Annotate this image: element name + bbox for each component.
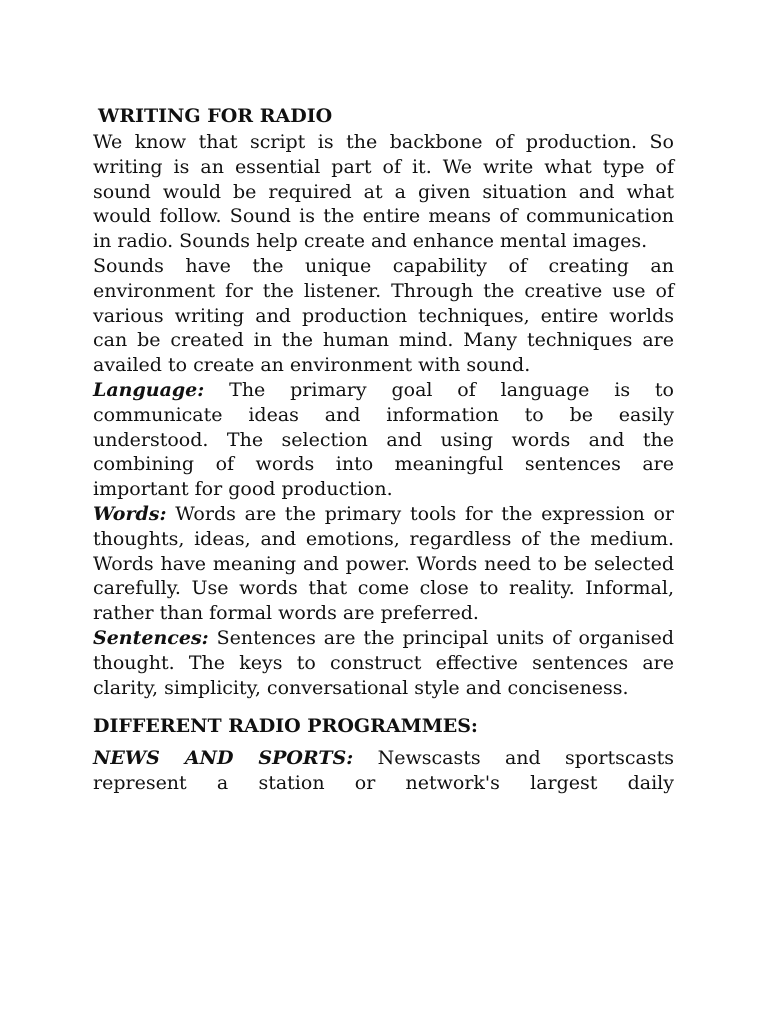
- term-label: Words:: [93, 502, 167, 525]
- term-label: NEWS AND SPORTS:: [93, 747, 354, 770]
- term-text: The primary goal of language is to communicate ideas and information to be easily understood. The selection and using words and the combining of words into meaningful sentences are important for good production.: [93, 378, 674, 501]
- term-text: Words are the primary tools for the expression or thoughts, ideas, and emotions, regardless of the medium. Words have meaning and power. Words need to be selected carefully. Use words that come close to reality. Informal, rather than formal words are preferred.: [93, 502, 674, 625]
- document-page: [93, 104, 674, 796]
- intro-paragraph: Sounds have the unique capability of creating an environment for the listener. Through the creative use of various writing and production techniques, entire worlds can be created in the human mind. Many techniques are availed to create an environment with sound.: [93, 254, 674, 377]
- term-paragraph-sentences: [93, 626, 674, 700]
- term-text: Newscasts and sportscasts represent a station or network's largest daily: [93, 747, 674, 795]
- term-label: Sentences:: [93, 626, 209, 649]
- term-paragraph-news-and-sports: [93, 746, 674, 796]
- term-label: Language:: [93, 378, 205, 401]
- term-text: Sentences are the principal units of organised thought. The keys to construct effective sentences are clarity, simplicity, conversational style and conciseness.: [93, 626, 674, 699]
- term-paragraph-words: [93, 502, 674, 626]
- term-paragraph-language: [93, 378, 674, 502]
- intro-paragraph: We know that script is the backbone of production. So writing is an essential part of it. We write what type of sound would be required at a given situation and what would follow. Sound is the entire means of communication in radio. Sounds help create and enhance mental images.: [93, 131, 674, 253]
- document-title: WRITING FOR RADIO: [98, 105, 333, 127]
- section-heading: DIFFERENT RADIO PROGRAMMES:: [93, 715, 478, 738]
